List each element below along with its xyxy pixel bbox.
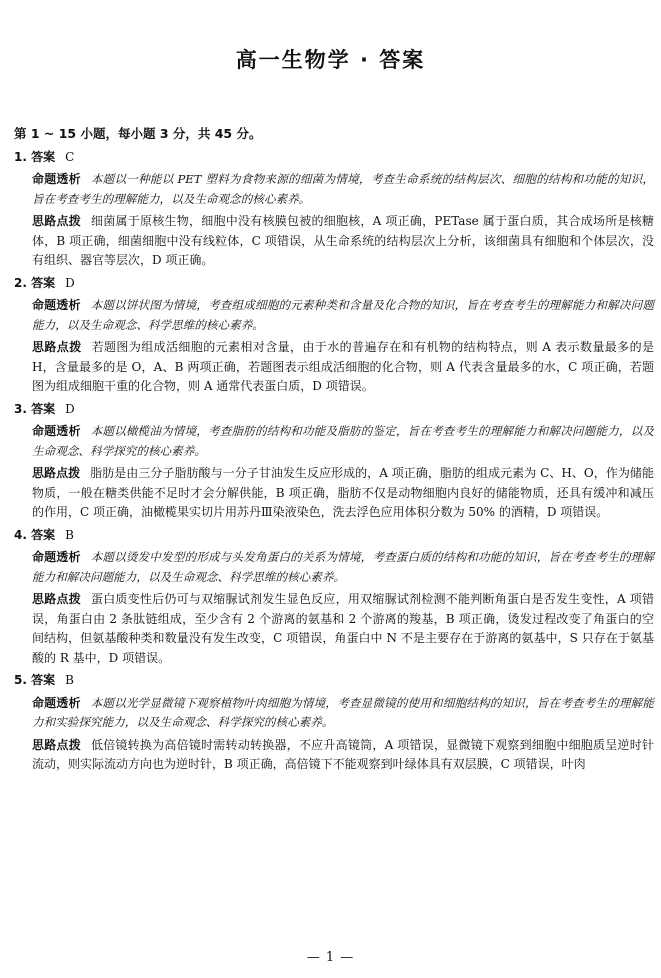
hint-paragraph	[14, 464, 654, 523]
hint-text: 蛋白质变性后仍可与双缩脲试剂发生显色反应，用双缩脲试剂检测不能判断角蛋白是否发生变性，A 项错误，角蛋白由 2 条肽链组成，至少含有 2 个游离的氨基和 2 个游离的羧基，B 项正确，烫发过程改变了角蛋白的空间结构，但氨基酸种类和数量没有发生改变，C 项错误，角蛋白中 N 不是主要存在于游离的氨基中，S 只存在于氨基酸的 R 基中，D 项错误。	[32, 592, 654, 665]
answer-label: 答案	[31, 673, 56, 687]
analysis-label: 命题透析	[32, 424, 81, 438]
answer-label: 答案	[31, 275, 56, 290]
hint-label: 思路点拨	[32, 592, 81, 606]
hint-label: 思路点拨	[32, 466, 81, 480]
answer-value: B	[65, 527, 74, 542]
analysis-text: 本题以光学显微镜下观察植物叶肉细胞为情境，考查显微镜的使用和细胞结构的知识，旨在考查考生的理解能力和实验探究能力，以及生命观念、科学探究的核心素养。	[32, 695, 654, 729]
question-3	[14, 400, 654, 523]
question-5	[14, 671, 654, 775]
question-head	[14, 274, 654, 294]
analysis-label: 命题透析	[32, 298, 81, 312]
analysis-paragraph	[14, 548, 654, 587]
analysis-paragraph	[14, 694, 654, 733]
answer-value: D	[65, 275, 75, 290]
analysis-label: 命题透析	[32, 550, 81, 564]
hint-text: 低倍镜转换为高倍镜时需转动转换器，不应升高镜筒，A 项错误，显微镜下观察到细胞中细胞质呈逆时针流动，则实际流动方向也为逆时针，B 项正确，高倍镜下不能观察到叶绿体具有双层膜，C 项错误，叶肉	[32, 737, 654, 771]
answer-value: C	[65, 149, 75, 164]
hint-label: 思路点拨	[32, 340, 82, 354]
analysis-label: 命题透析	[32, 695, 81, 710]
section-intro: 第 1 ~ 15 小题，每小题 3 分，共 45 分。	[14, 126, 262, 141]
analysis-text: 本题以一种能以 PET 塑料为食物来源的细菌为情境，考查生命系统的结构层次、细胞的结构和功能的知识，旨在考查考生的理解能力，以及生命观念的核心素养。	[32, 172, 654, 206]
answer-label: 答案	[31, 149, 56, 164]
analysis-paragraph	[14, 296, 654, 335]
hint-text: 细菌属于原核生物，细胞中没有核膜包被的细胞核，A 项正确，PETase 属于蛋白质，其合成场所是核糖体，B 项正确，细菌细胞中没有线粒体，C 项错误，从生命系统的结构层次上分析，该细菌具有细胞和个体层次，没有组织、器官等层次，D 项正确。	[32, 214, 654, 267]
question-head	[14, 526, 654, 546]
answer-value: B	[65, 673, 74, 687]
question-head	[14, 671, 654, 691]
analysis-text: 本题以烫发中发型的形成与头发角蛋白的关系为情境，考查蛋白质的结构和功能的知识，旨在考查考生的理解能力和解决问题能力，以及生命观念、科学思维的核心素养。	[32, 550, 654, 584]
question-number: 3.	[14, 401, 27, 416]
question-number: 5.	[14, 673, 27, 687]
analysis-text: 本题以饼状图为情境，考查组成细胞的元素种类和含量及化合物的知识，旨在考查考生的理解能力和解决问题能力，以及生命观念、科学思维的核心素养。	[32, 298, 654, 332]
hint-paragraph	[14, 338, 654, 397]
question-number: 4.	[14, 527, 27, 542]
question-head	[14, 400, 654, 420]
analysis-text: 本题以橄榄油为情境，考查脂肪的结构和功能及脂肪的鉴定，旨在考查考生的理解能力和解决问题能力，以及生命观念、科学探究的核心素养。	[32, 424, 654, 458]
page-title: 高一生物学 · 答案	[235, 48, 426, 72]
answer-content	[14, 124, 654, 778]
hint-paragraph	[14, 590, 654, 668]
question-head	[14, 148, 654, 168]
analysis-label: 命题透析	[32, 172, 81, 186]
hint-text: 脂肪是由三分子脂肪酸与一分子甘油发生反应形成的，A 项正确，脂肪的组成元素为 C、H、O，作为储能物质，一般在糖类供能不足时才会分解供能，B 项正确，脂肪不仅是动物细胞内良好的储能物质，还具有缓冲和减压的作用，C 项正确，油橄榄果实切片用苏丹Ⅲ染液染色，洗去浮色应用体积分数为 50% 的酒精，D 项错误。	[32, 466, 654, 519]
answer-value: D	[65, 401, 75, 416]
question-2	[14, 274, 654, 397]
answer-label: 答案	[31, 401, 56, 416]
answer-label: 答案	[31, 527, 56, 542]
question-1	[14, 148, 654, 271]
hint-label: 思路点拨	[32, 737, 81, 752]
hint-paragraph	[14, 212, 654, 271]
analysis-paragraph	[14, 422, 654, 461]
question-4	[14, 526, 654, 669]
hint-label: 思路点拨	[32, 214, 81, 228]
hint-text: 若题图为组成活细胞的元素相对含量，由于水的普遍存在和有机物的结构特点，则 A 表示数量最多的是 H，含量最多的是 O，A、B 两项正确，若题图表示组成活细胞的化合物，则 A 代表含量最多的水，C 项正确，若题图为组成细胞干重的化合物，则 A 通常代表蛋白质，D 项错误。	[32, 340, 654, 393]
question-number: 1.	[14, 149, 27, 164]
analysis-paragraph	[14, 170, 654, 209]
question-number: 2.	[14, 275, 27, 290]
page-number: — 1 —	[306, 950, 355, 965]
hint-paragraph	[14, 736, 654, 775]
